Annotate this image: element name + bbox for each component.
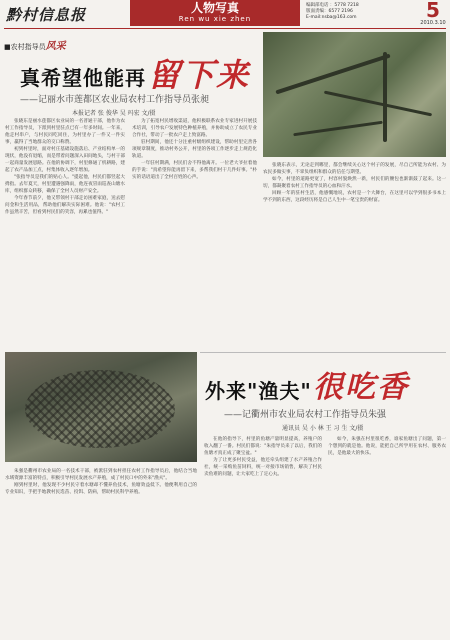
story1-subhead: ——记丽水市莲都区农业局农村工作指导员张昶 [20, 95, 210, 105]
photo-branch [293, 121, 383, 136]
paragraph: 刚到村里时，他发现不少村民守着水塘却不懂养鱼技术，鱼塘效益低下。他便利用自己的专业知识，手把手地教村民选苗、投饵、防病，帮助村民科学养殖。 [5, 483, 197, 495]
story1-column-3 [263, 162, 446, 350]
column-tag-prefix: ■农村指导员 [4, 43, 46, 51]
story1-byline: 本报记者 张 俊华 吴 玛宏 文/摄 [72, 110, 156, 117]
story1-photo [263, 32, 446, 157]
story-divider [200, 352, 446, 353]
story1-column-1 [5, 118, 125, 350]
story1-headline: 真希望他能再 [20, 66, 146, 90]
story2-headline-accent: 很吃香 [313, 370, 409, 405]
paragraph: 初到村里时，面对村庄基础设施落后、产业结构单一的现状，他没有退缩，而是带着问题深入田间地头，与村干部一起商量发展思路。在他的协调下，村里修通了机耕路，建起了农产品加工点，村集体收入逐年增加。 [5, 147, 125, 173]
story2-byline: 通讯员 吴 小 林 王 习 生 文/摄 [282, 425, 364, 432]
story1-headline-accent: 留下来 [148, 56, 251, 94]
issue-date: 2010.3.10 [420, 20, 446, 26]
paragraph: 为了拓宽村民增收渠道，他积极联系农业专家进村开展技术培训，引导农户发展特色种植养殖，并协助成立了农民专业合作社，带动了一批农户走上致富路。 [132, 119, 257, 138]
paragraph: 一年驻村期满，村民们舍不得他离开。一位老大爷拉着他的手说："真希望你能再留下来，多帮我们村干几件好事。"朴实的话语道出了全村百姓的心声。 [132, 161, 257, 180]
column-tag-emphasis: 风采 [45, 41, 66, 52]
section-pinyin: Ren wu xie zhen [178, 15, 252, 23]
story2-column-3 [328, 436, 446, 636]
story2-subhead: ——记衢州市农业局农村工作指导员朱强 [224, 410, 387, 420]
paragraph: 在他的指导下，村里的鱼塘产量明显提高，养殖户的收入翻了一番。村民们都说："朱指导员来了以后，我们的鱼塘才真正成了聚宝盆。" [204, 437, 322, 456]
story2-column-2 [204, 436, 322, 636]
photo-branch [324, 91, 432, 117]
paragraph: 今年春节前夕，他又带领村干部走访困难家庭，送去慰问金和生活用品，帮助他们解决实际困难。他说："农村工作虽然辛苦，但看到村民们的笑容，再累也值得。" [5, 196, 125, 215]
story2-photo [5, 352, 197, 462]
paragraph: 如今，朱强在村里很吃香，谁家鱼塘出了问题，第一个想到的就是他。他说，能把自己所学用在农村、服务农民，是他最大的快乐。 [328, 437, 446, 456]
photo-fishing-net [25, 370, 175, 448]
page-number: 5 [426, 0, 440, 22]
paragraph: "张指导员是我们的贴心人。"提起他，村民们都竖起大拇指。去年夏天，村里遭遇强降雨，他连夜冒雨巡查山塘水库，组织群众转移，确保了全村人员财产安全。 [5, 175, 125, 194]
section-title: 人物写真 [190, 1, 239, 15]
story2-column-1 [5, 468, 197, 636]
publication-info: 编辑部电话 ：5778 7218 版面责编：6577 2196 E-mail:nsba@163.com [306, 3, 359, 20]
paragraph: 为了让更多村民受益，他还牵头组建了水产养殖合作社，统一采购鱼苗饲料，统一对接市场销售，解决了村民卖鱼难的问题，让大家吃上了定心丸。 [204, 458, 322, 477]
paragraph: 朱强是衢州市农业局的一名技术干部，被派驻到农村担任农村工作指导员后，他结合当地水域资源丰富的特点，积极引导村民发展水产养殖，成了村民口中的外来"渔夫"。 [5, 469, 197, 481]
page-number-block [418, 0, 448, 26]
photo-branch [383, 52, 387, 142]
paragraph: 如今，村里的道路更宽了，村容村貌焕然一新，村民们的腰包也渐渐鼓了起来。这一切，都凝聚着农村工作指导员的心血和汗水。 [263, 177, 446, 189]
masthead [0, 0, 450, 28]
photo-branch [275, 54, 390, 95]
story1-column-2 [132, 118, 257, 350]
paragraph: 驻村期间，他还十分注重村级组织建设，帮助村里完善各项规章制度，推动村务公开，村里的各项工作逐步走上规范化轨道。 [132, 140, 257, 159]
paper-name: 黔村信息报 [6, 6, 87, 24]
paragraph: 回顾一年的驻村生活，他感慨地说，农村是一个大舞台，在这里可以学到很多书本上学不到的东西，这段经历将是自己人生中一笔宝贵的财富。 [263, 191, 446, 203]
story2-headline: 外来"渔夫" [205, 379, 312, 403]
masthead-rule [4, 28, 446, 29]
section-band [130, 0, 300, 26]
paragraph: 张晓东是丽水莲都区农业局的一名普通干部，他作为农村工作指导员，下派到村里驻点已有一年多时间。一年来，他走村串户，与村民同吃同住，为村里办了一件又一件实事，赢得了当地群众的交口称赞。 [5, 119, 125, 145]
paragraph: 张晓东表示，无论走到哪里，都会继续关心这个村子的发展，尽自己所能为农村、为农民多做实事，不辜负组织和群众的信任与期望。 [263, 163, 446, 175]
column-tag [4, 37, 66, 52]
